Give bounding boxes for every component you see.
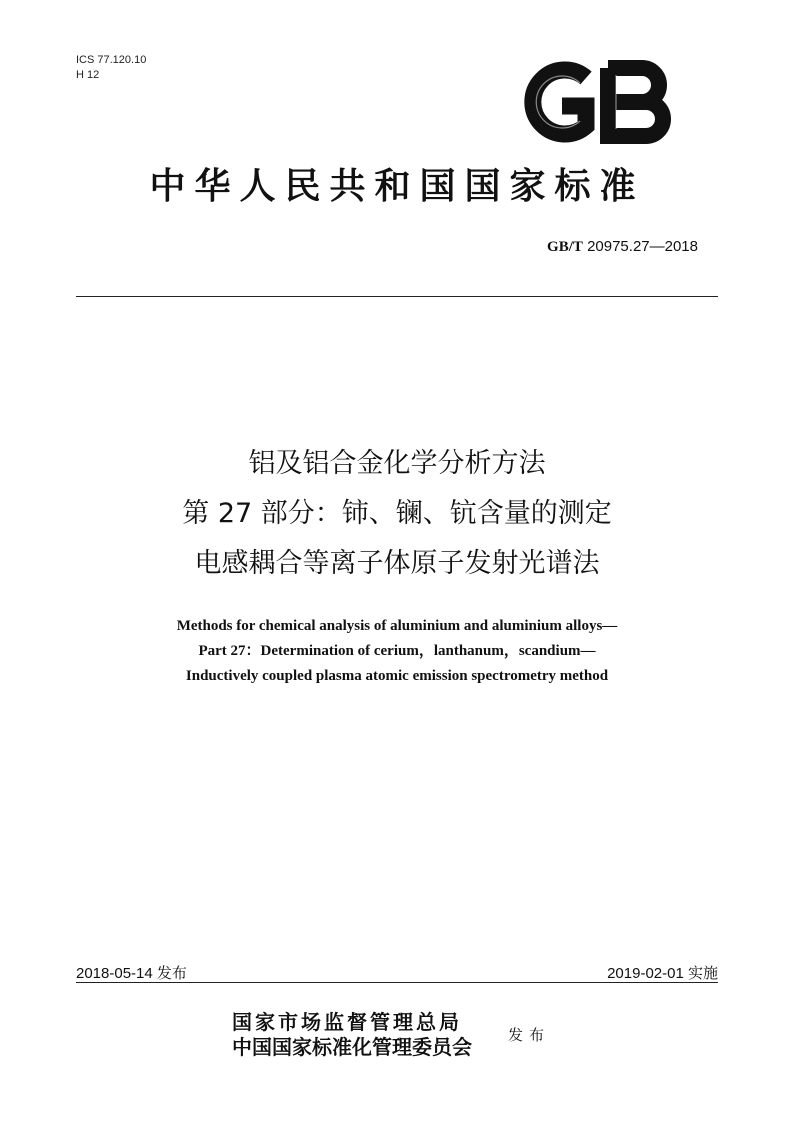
title-en-line-3: Inductively coupled plasma atomic emission spectrometry method xyxy=(185,668,609,684)
bottom-divider xyxy=(76,982,718,983)
gb-logo-icon xyxy=(516,58,676,146)
standard-number-value: 20975.27—2018 xyxy=(587,238,698,255)
national-standard-title: 中华人民共和国国家标准 xyxy=(149,165,645,207)
top-divider xyxy=(76,296,718,297)
issuing-authorities xyxy=(232,1010,472,1060)
classification-block xyxy=(76,53,146,83)
title-en-line-2: Part 27：Determination of cerium，lanthanum，scandium— xyxy=(198,643,596,659)
issuer-samr: 国家市场监督管理总局 xyxy=(232,1010,462,1034)
implementation-date: 2019-02-01 实施 xyxy=(607,965,718,982)
release-date: 2018-05-14 发布 xyxy=(76,965,187,982)
title-cn-line-3: 电感耦合等离子体原子发射光谱法 xyxy=(194,548,600,579)
title-cn-line-2: 第 27 部分：铈、镧、钪含量的测定 xyxy=(182,498,612,529)
ics-code: ICS 77.120.10 xyxy=(76,54,147,66)
issue-label: 发布 xyxy=(508,1026,551,1044)
ccs-code: H 12 xyxy=(76,69,100,81)
title-en-line-1: Methods for chemical analysis of aluminium and aluminium alloys— xyxy=(176,618,618,634)
standard-number-prefix: GB/T xyxy=(547,239,583,255)
title-cn-line-1: 铝及铝合金化学分析方法 xyxy=(248,448,546,479)
issuer-sac: 中国国家标准化管理委员会 xyxy=(232,1035,472,1059)
standard-number xyxy=(547,238,698,256)
